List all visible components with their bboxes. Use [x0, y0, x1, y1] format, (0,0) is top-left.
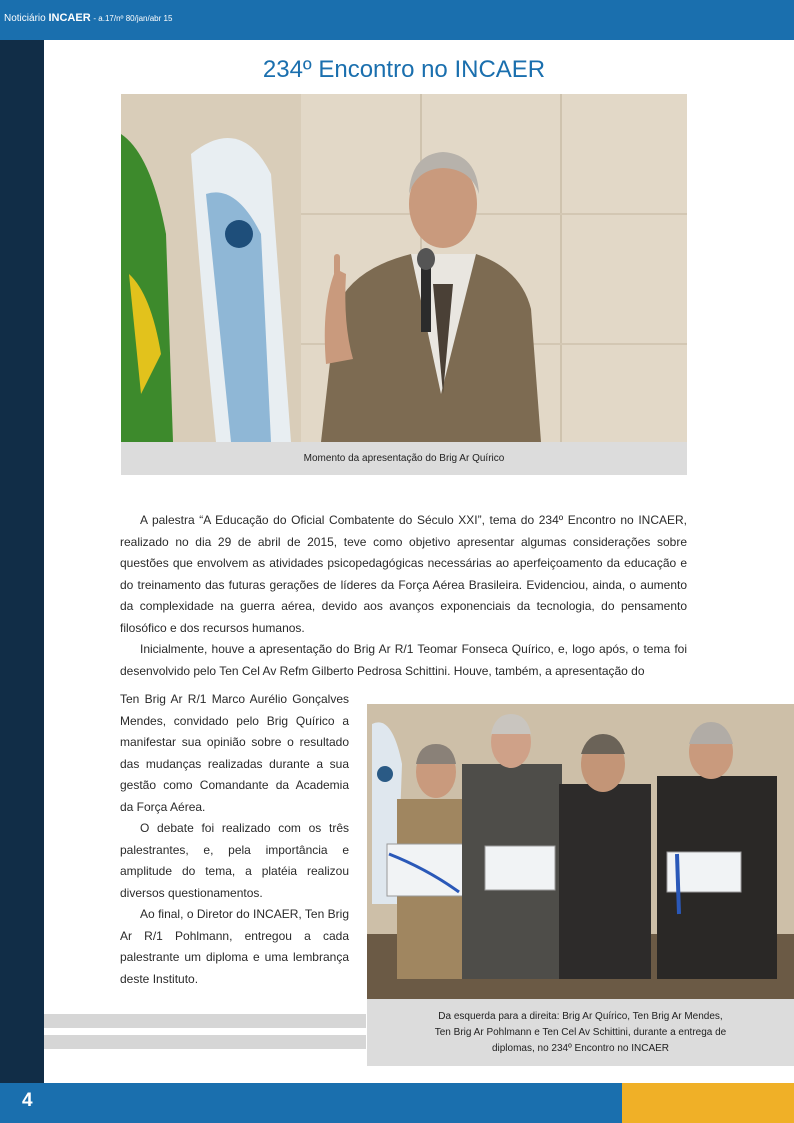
issue-info: - a.17/nº 80/jan/abr 15 — [93, 14, 173, 23]
main-photo-caption: Momento da apresentação do Brig Ar Quírico — [121, 442, 687, 475]
paragraph-speakers-continued: Ten Brig Ar R/1 Marco Aurélio Gonçalves Mendes, convidado pelo Brig Quírico a manifestar sua opinião sobre o resultado das mudanças realizadas durante a sua gestão como Comandante da Academia da Força Aérea. — [120, 692, 349, 814]
page-number: 4 — [22, 1090, 33, 1111]
paragraph-intro: A palestra “A Educação do Oficial Combatente do Século XXI”, tema do 234º Encontro no INCAER, realizado no dia 29 de abril de 2015, teve como objetivo apresentar algumas considerações sobre questões que envolvem as atividades psicopedagógicas necessárias ao aperfeiçoamento da educação e do treinamento das futuras gerações de líderes da Força Aérea Brasileira. Evidenciou, ainda, o aumento da complexidade na guerra aérea, devido aos avanços exponenciais da tecnologia, do pensamento filosófico e dos recursos humanos. — [120, 513, 687, 635]
paragraph-speakers: Inicialmente, houve a apresentação do Brig Ar R/1 Teomar Fonseca Quírico, e, logo após, o tema foi desenvolvido pelo Ten Cel Av Refm Gilberto Pedrosa Schittini. Houve, também, a apresentação do — [120, 642, 687, 678]
footer-bar — [0, 1083, 622, 1123]
left-sidebar-bar — [0, 40, 44, 1083]
group-photo-caption: Da esquerda para a direita: Brig Ar Quírico, Ten Brig Ar Mendes, Ten Brig Ar Pohlmann e Ten Cel Av Schittini, durante a entrega de diplomas, no 234º Encontro no INCAER — [367, 999, 794, 1066]
decorative-stripe-bottom — [44, 1035, 366, 1049]
publication-header — [4, 12, 172, 24]
publication-name: Noticiário — [4, 13, 46, 24]
speaker-photo-illustration — [121, 94, 687, 442]
paragraph-closing: Ao final, o Diretor do INCAER, Ten Brig Ar R/1 Pohlmann, entregou a cada palestrante um diploma e uma lembrança deste Instituto. — [120, 907, 349, 986]
group-photo — [367, 704, 794, 999]
footer-accent-block — [622, 1083, 794, 1123]
page-title: 234º Encontro no INCAER — [262, 56, 546, 83]
header-bar — [0, 0, 794, 40]
paragraph-debate: O debate foi realizado com os três palestrantes, e, pela importância e amplitude do tema, a platéia realizou diversos questionamentos. — [120, 821, 349, 900]
article-body — [120, 510, 687, 682]
award-ceremony-photo-illustration — [367, 704, 794, 999]
publication-name-bold: INCAER — [48, 12, 91, 24]
article-body-narrow-column — [120, 689, 349, 990]
main-photo — [121, 94, 687, 442]
decorative-stripe-top — [44, 1014, 366, 1028]
